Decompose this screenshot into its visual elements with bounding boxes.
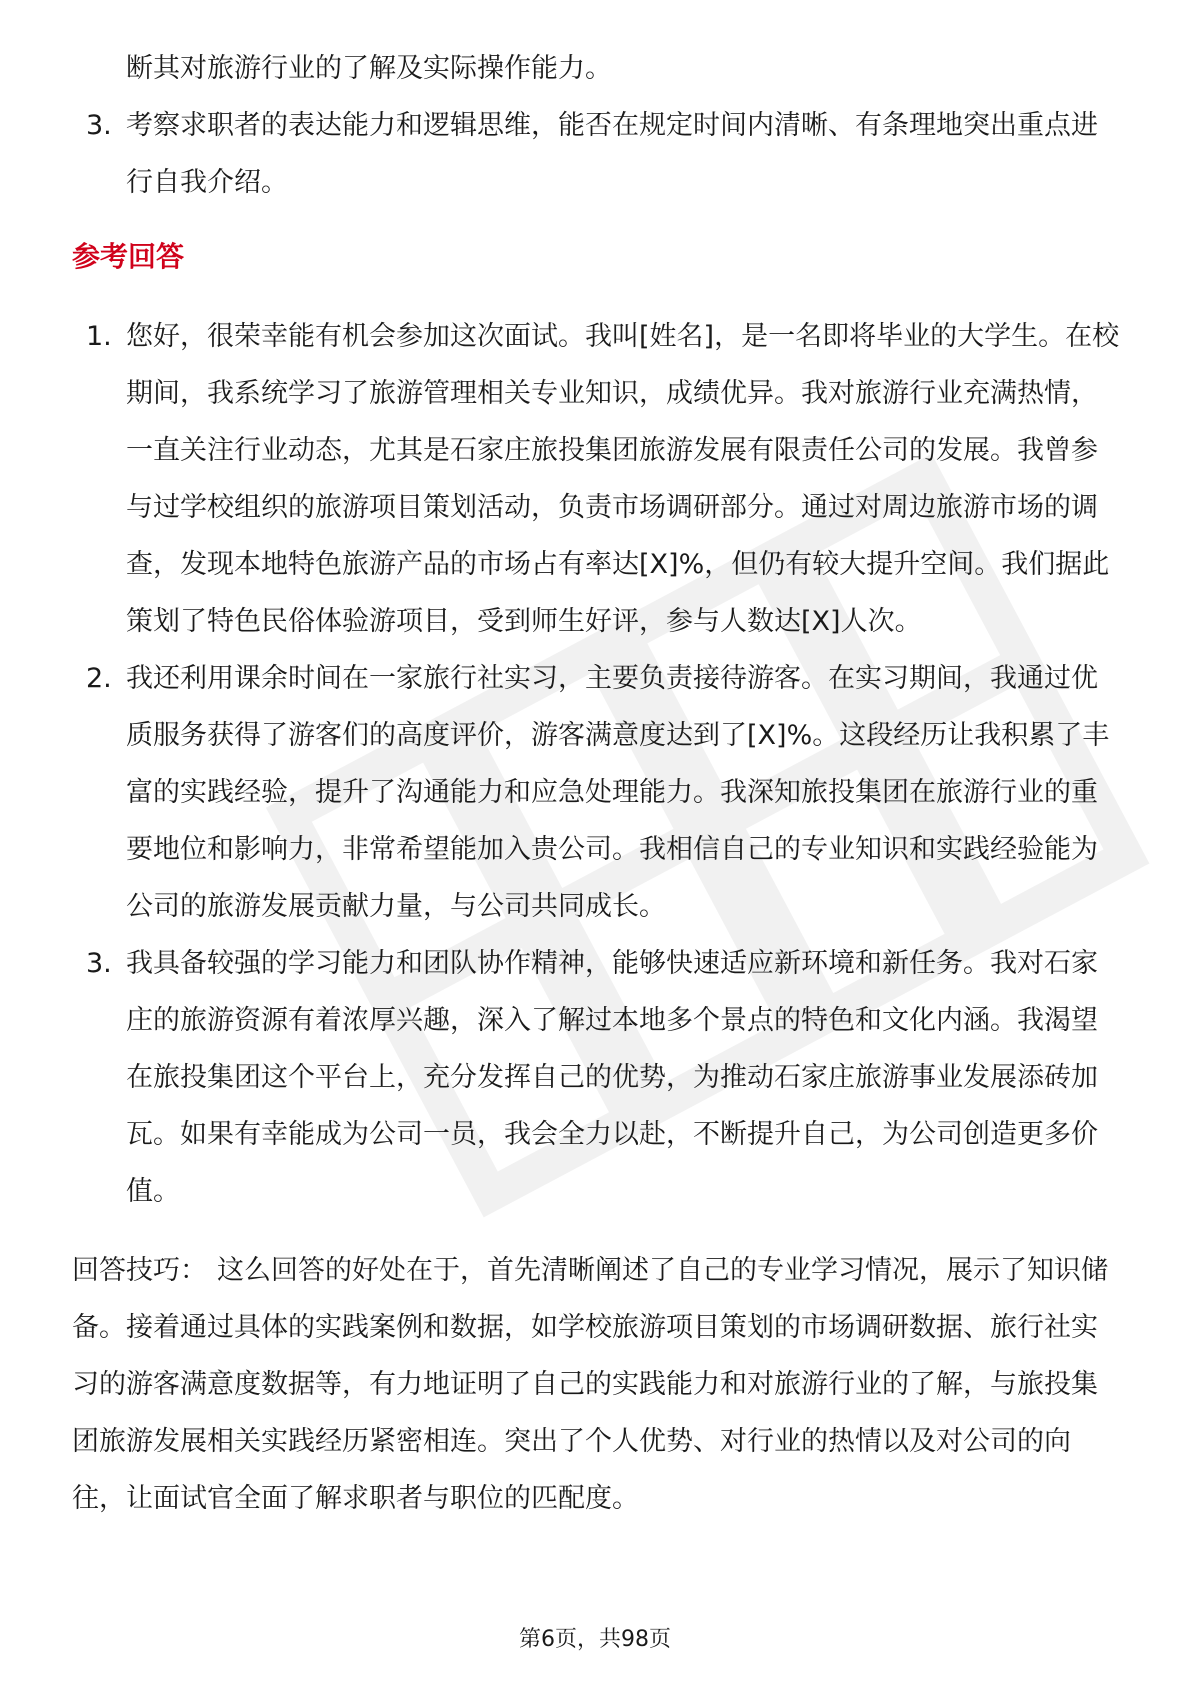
page-footer: 第6页，共98页 [519, 1627, 671, 1652]
list-item-text: 考察求职者的表达能力和逻辑思维，能否在规定时间内清晰、有条理地突出重点进行自我介绍。 [126, 110, 1098, 198]
list-number: 1. [86, 321, 112, 352]
intro-list [72, 97, 1122, 211]
list-item [72, 97, 1122, 211]
continuation-text: 断其对旅游行业的了解及实际操作能力。 [126, 53, 612, 84]
list-item-text: 我具备较强的学习能力和团队协作精神，能够快速适应新环境和新任务。我对石家庄的旅游资源有着浓厚兴趣，深入了解过本地多个景点的特色和文化内涵。我渴望在旅投集团这个平台上，充分发挥自己的优势，为推动石家庄旅游事业发展添砖加瓦。如果有幸能成为公司一员，我会全力以赴，不断提升自己，为公司创造更多价值。 [126, 948, 1098, 1207]
tips-label: 回答技巧： [72, 1255, 207, 1286]
list-item-text: 您好，很荣幸能有机会参加这次面试。我叫[姓名]，是一名即将毕业的大学生。在校期间，我系统学习了旅游管理相关专业知识，成绩优异。我对旅游行业充满热情，一直关注行业动态，尤其是石家庄旅投集团旅游发展有限责任公司的发展。我曾参与过学校组织的旅游项目策划活动，负责市场调研部分。通过对周边旅游市场的调查，发现本地特色旅游产品的市场占有率达[X]%，但仍有较大提升空间。我们据此策划了特色民俗体验游项目，受到师生好评，参与人数达[X]人次。 [126, 321, 1120, 637]
list-item [72, 308, 1122, 650]
section-heading: 参考回答 [72, 240, 185, 273]
answer-tips [72, 1242, 1122, 1527]
list-number: 3. [86, 948, 112, 979]
list-item-text: 我还利用课余时间在一家旅行社实习，主要负责接待游客。在实习期间，我通过优质服务获得了游客们的高度评价，游客满意度达到了[X]%。这段经历让我积累了丰富的实践经验，提升了沟通能力和应急处理能力。我深知旅投集团在旅游行业的重要地位和影响力，非常希望能加入贵公司。我相信自己的专业知识和实践经验能为公司的旅游发展贡献力量，与公司共同成长。 [126, 663, 1110, 922]
list-item [72, 935, 1122, 1220]
list-number: 2. [86, 663, 112, 694]
tips-text: 这么回答的好处在于，首先清晰阐述了自己的专业学习情况，展示了知识储备。接着通过具体的实践案例和数据，如学校旅游项目策划的市场调研数据、旅行社实习的游客满意度数据等，有力地证明了自己的实践能力和对旅游行业的了解，与旅投集团旅游发展相关实践经历紧密相连。突出了个人优势、对行业的热情以及对公司的向往，让面试官全面了解求职者与职位的匹配度。 [72, 1255, 1108, 1514]
answer-list [72, 308, 1122, 1220]
list-number: 3. [86, 110, 112, 141]
list-item [72, 650, 1122, 935]
document-content [72, 40, 1122, 1527]
